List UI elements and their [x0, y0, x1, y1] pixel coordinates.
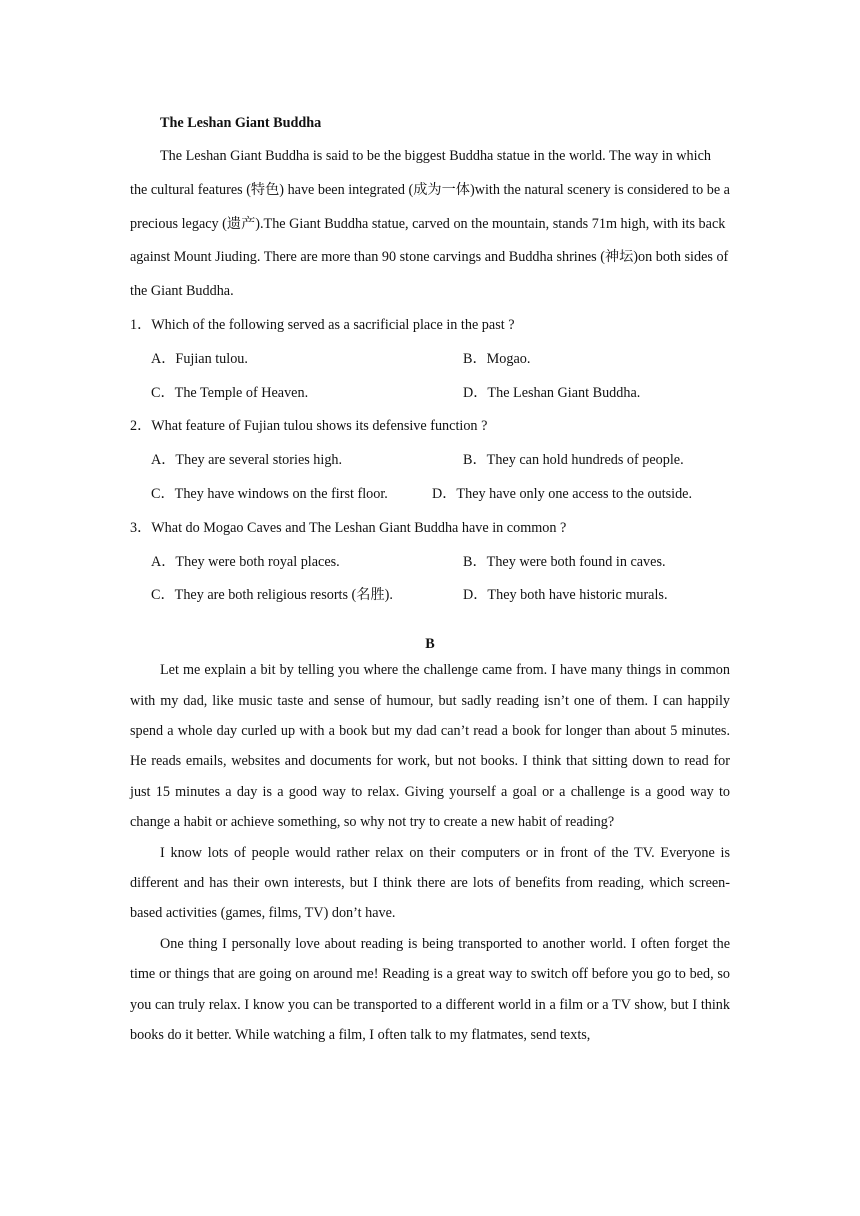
question-stem: 3．What do Mogao Caves and The Leshan Giant Buddha have in common ? — [130, 519, 567, 536]
option-c: C．They are both religious resorts (名胜). — [151, 587, 393, 604]
option-c: C．They have windows on the first floor. — [151, 485, 388, 502]
option-d: D．The Leshan Giant Buddha. — [463, 384, 641, 401]
option-b: B．They were both found in caves. — [463, 553, 666, 570]
question-stem: 2．What feature of Fujian tulou shows its defensive function ? — [130, 418, 488, 435]
section-b-heading: B — [425, 636, 435, 653]
option-b: B．They can hold hundreds of people. — [463, 452, 684, 469]
option-row — [130, 546, 730, 580]
question-1 — [130, 309, 730, 410]
section-b-paragraph: Let me explain a bit by telling you where the challenge came from. I have many things in common with my dad, like music taste and sense of humour, but sadly reading isn’t one of them. I can happily spend a whole day curled up with a book but my dad can’t read a book for longer than about 5 minutes. He reads emails, websites and documents for work, but not books. I think that sitting down to read for just 15 minutes a day is a good way to relax. Giving yourself a goal or a challenge is a good way to change a habit or achieve something, so why not try to create a new habit of reading? — [130, 662, 730, 831]
section-b-paragraph: I know lots of people would rather relax on their computers or in front of the TV. Everyone is different and has their own interests, but I think there are lots of benefits from reading, which screen-based activities (games, films, TV) don’t have. — [130, 844, 730, 922]
option-row — [130, 444, 730, 478]
document-page — [130, 106, 730, 1050]
option-row — [130, 579, 730, 613]
option-row — [130, 343, 730, 377]
question-3 — [130, 512, 730, 613]
passage-title: The Leshan Giant Buddha — [160, 115, 322, 131]
option-d: D．They have only one access to the outside. — [432, 485, 693, 502]
option-c: C．The Temple of Heaven. — [151, 384, 309, 401]
question-stem: 1．Which of the following served as a sacrificial place in the past ? — [130, 316, 515, 333]
option-a: A．They were both royal places. — [151, 553, 340, 570]
option-a: A．They are several stories high. — [151, 452, 343, 469]
section-b-paragraph: One thing I personally love about reading is being transported to another world. I often forget the time or things that are going on around me! Reading is a great way to switch off before you go to bed, so you can truly relax. I know you can be transported to a different world in a film or a TV show, but I think books do it better. While watching a film, I often talk to my flatmates, send texts, — [130, 935, 730, 1044]
passage-body: The Leshan Giant Buddha is said to be the biggest Buddha statue in the world. The way in which the cultural features (特色) have been integrated (成为一体)with the natural scenery is considered to be a precious legacy (遗产).The Giant Buddha statue, carved on the mountain, stands 71m high, with its back against Mount Jiuding. There are more than 90 stone carvings and Buddha shrines (神坛)on both sides of the Giant Buddha. — [130, 148, 730, 300]
option-d: D．They both have historic murals. — [463, 587, 668, 604]
option-row — [130, 377, 730, 411]
option-b: B．Mogao. — [463, 350, 531, 367]
option-row — [130, 478, 730, 512]
question-2 — [130, 410, 730, 511]
option-a: A．Fujian tulou. — [151, 350, 248, 367]
